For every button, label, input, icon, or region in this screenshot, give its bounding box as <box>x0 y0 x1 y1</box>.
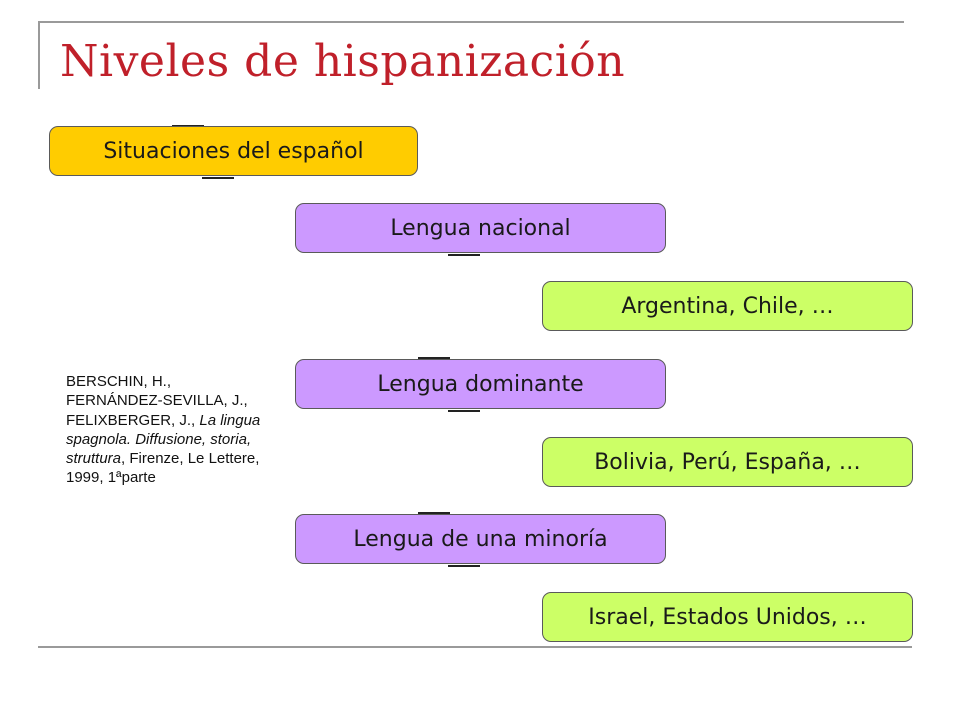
level-node-lengua-dominante <box>295 359 666 409</box>
bottom-rule <box>38 646 912 648</box>
connector-tick <box>448 565 480 567</box>
example-node-lengua-dominante <box>542 437 913 487</box>
example-node-label: Israel, Estados Unidos, … <box>588 604 867 630</box>
connector-tick <box>448 254 480 256</box>
level-node-lengua-nacional <box>295 203 666 253</box>
reference-authors: BERSCHIN, H., FERNÁNDEZ-SEVILLA, J., FELIXBERGER, J., <box>66 373 248 429</box>
level-node-label: Lengua dominante <box>377 371 584 397</box>
root-node <box>49 126 418 176</box>
example-node-lengua-nacional <box>542 281 913 331</box>
reference-publication: , Firenze, Le Lettere, 1999, 1ªparte <box>66 450 260 487</box>
example-node-label: Bolivia, Perú, España, … <box>594 449 861 475</box>
level-node-label: Lengua de una minoría <box>353 526 608 552</box>
root-node-label: Situaciones del español <box>103 138 364 164</box>
top-rule <box>38 21 904 23</box>
bibliographic-reference <box>66 372 262 488</box>
example-node-label: Argentina, Chile, … <box>621 293 834 319</box>
slide-title: Niveles de hispanización <box>60 36 626 87</box>
example-node-lengua-minoria <box>542 592 913 642</box>
level-node-label: Lengua nacional <box>390 215 571 241</box>
level-node-lengua-minoria <box>295 514 666 564</box>
reference-title: La lingua spagnola. Diffusione, storia, struttura <box>66 411 261 468</box>
connector-tick <box>202 177 234 179</box>
connector-tick <box>448 410 480 412</box>
left-rule <box>38 21 40 89</box>
